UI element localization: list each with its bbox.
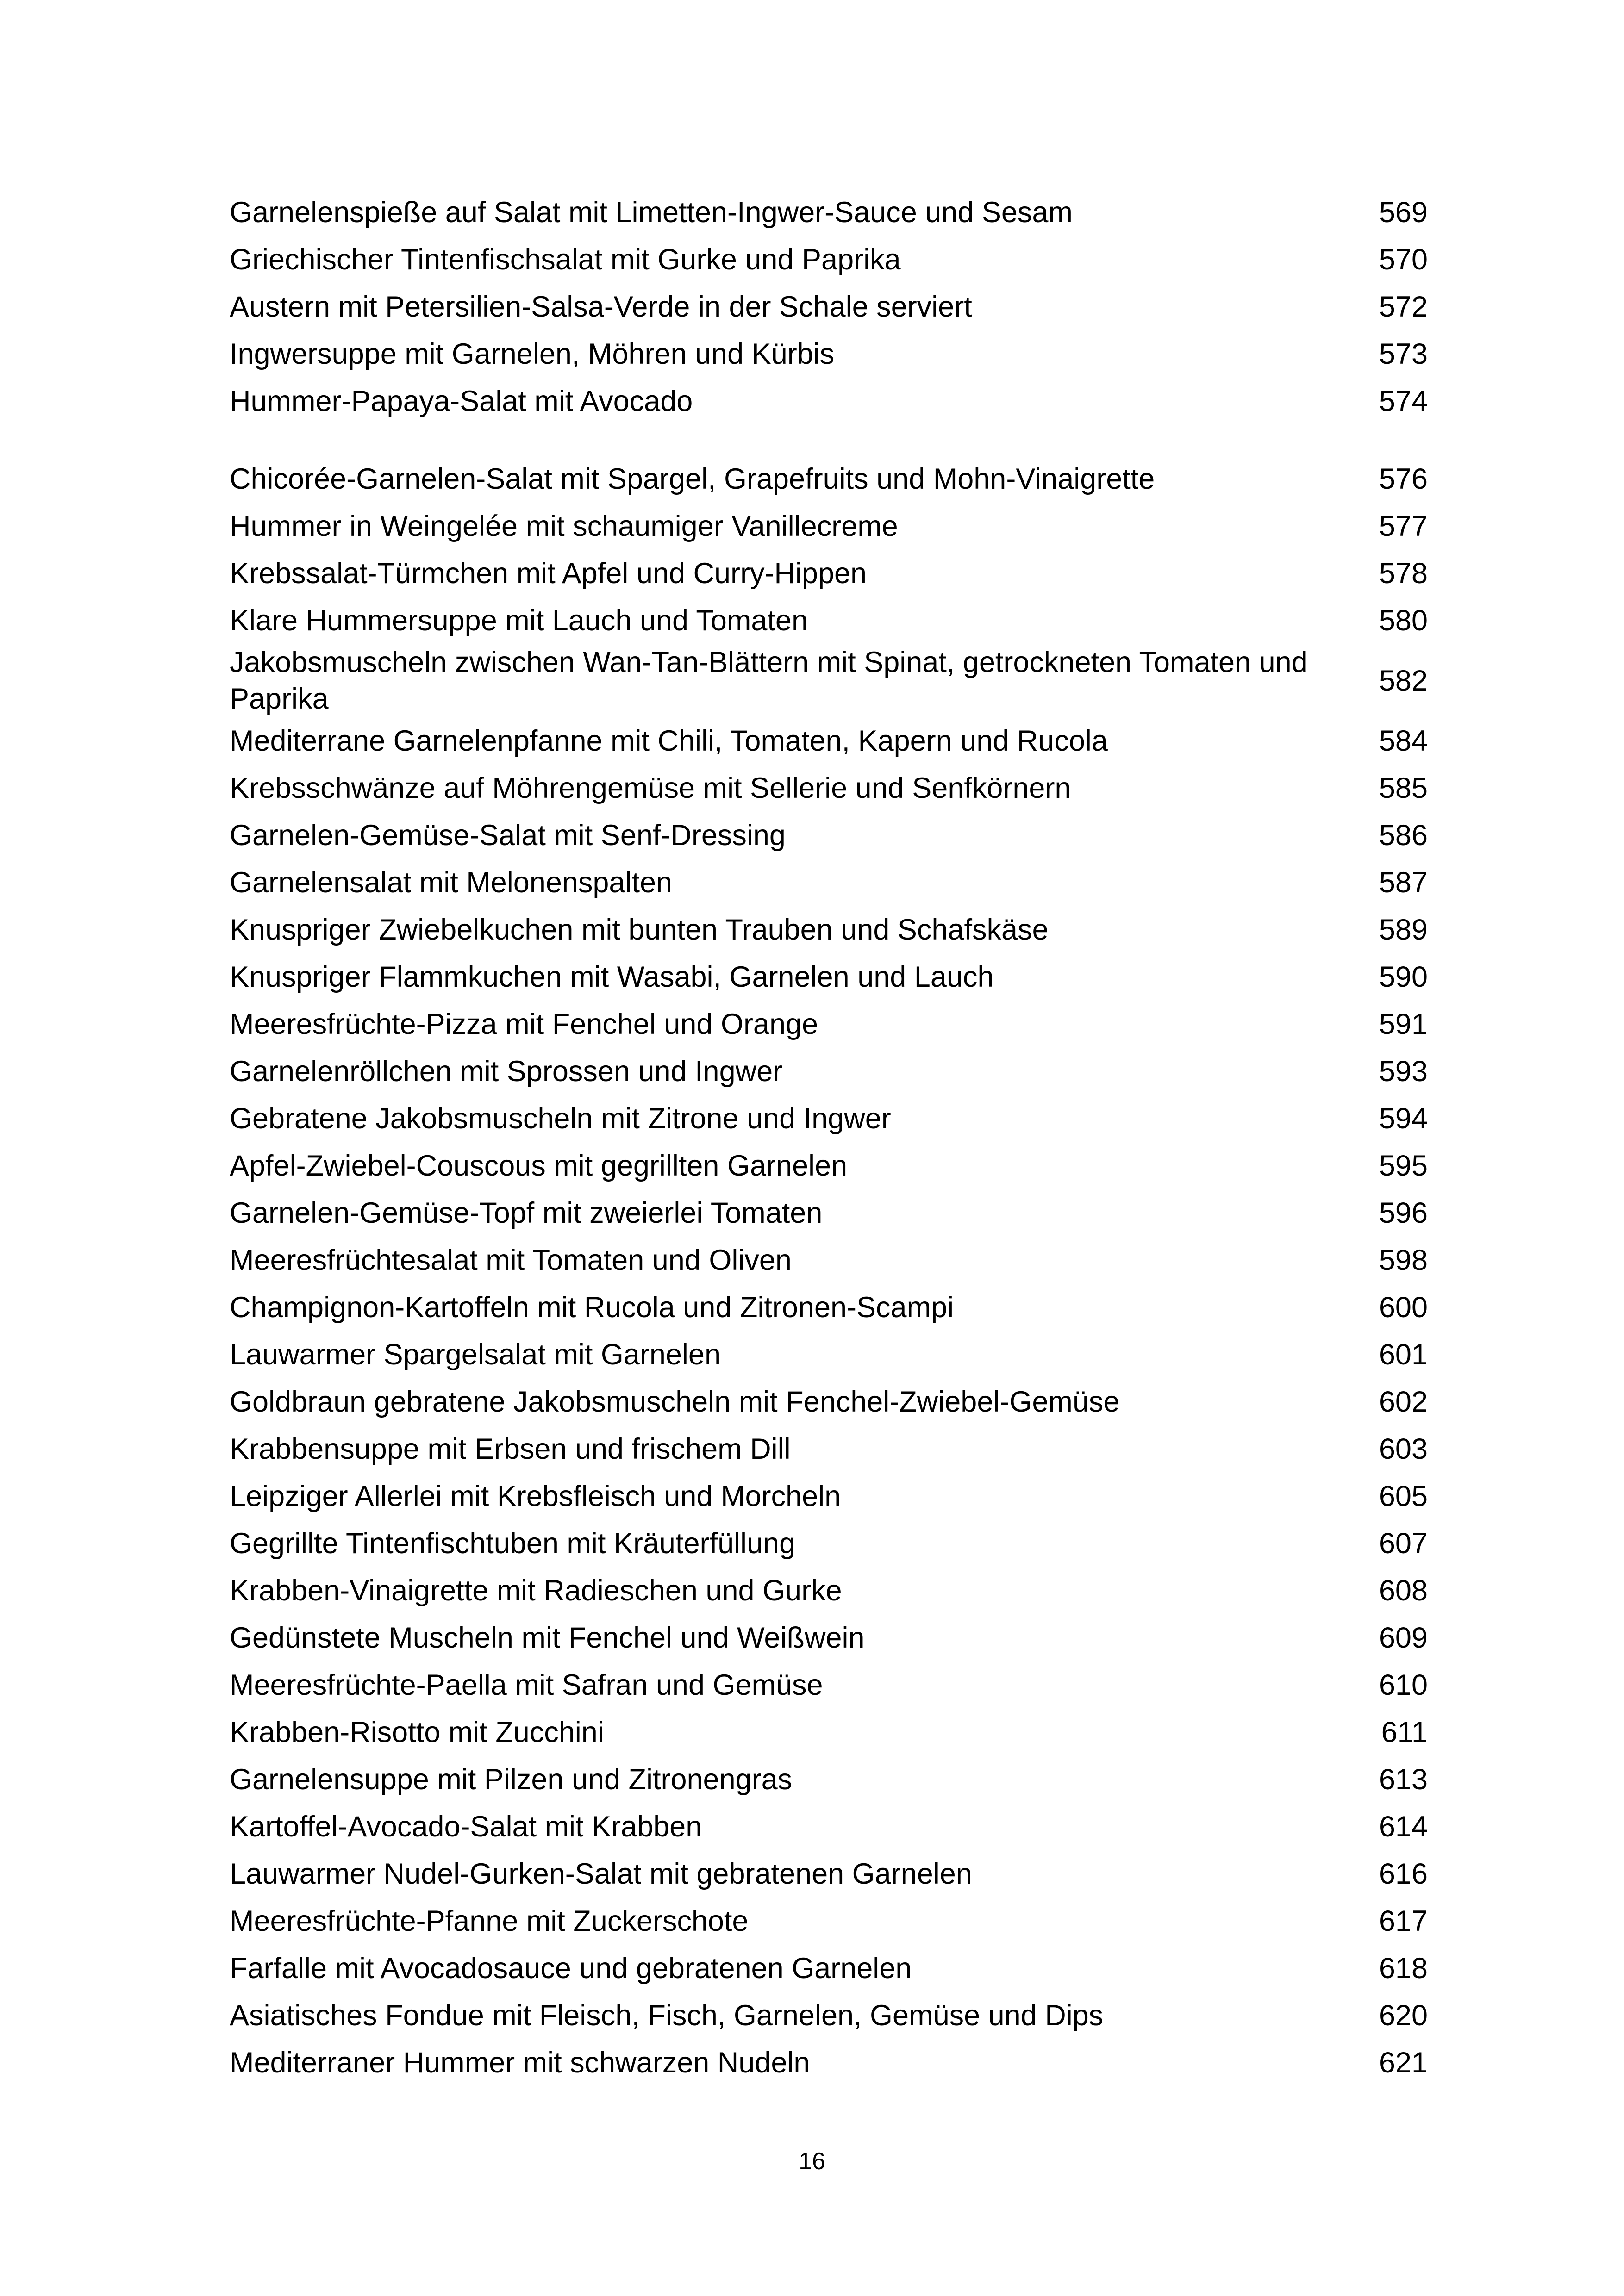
toc-entry-title: Garnelenspieße auf Salat mit Limetten-Ingwer-Sauce und Sesam <box>230 196 1073 229</box>
toc-entry-page: 611 <box>1381 1716 1428 1748</box>
toc-entry-title: Champignon-Kartoffeln mit Rucola und Zitronen-Scampi <box>230 1291 954 1324</box>
toc-entry <box>230 503 1428 550</box>
toc-entry <box>230 1284 1428 1331</box>
toc-entry-title: Lauwarmer Spargelsalat mit Garnelen <box>230 1338 721 1371</box>
toc-entry-title: Leipziger Allerlei mit Krebsfleisch und Morcheln <box>230 1480 841 1512</box>
toc-entry <box>230 378 1428 425</box>
toc-entry-title: Hummer in Weingelée mit schaumiger Vanillecreme <box>230 510 898 542</box>
toc-entry-title: Garnelen-Gemüse-Salat mit Senf-Dressing <box>230 819 786 852</box>
toc-entry-page: 605 <box>1379 1480 1428 1512</box>
toc-entry <box>230 1614 1428 1661</box>
toc-entry-title: Garnelensuppe mit Pilzen und Zitronengras <box>230 1763 793 1796</box>
toc-entry <box>230 812 1428 859</box>
toc-entry-page: 595 <box>1379 1149 1428 1182</box>
toc-entry-title: Asiatisches Fondue mit Fleisch, Fisch, Garnelen, Gemüse und Dips <box>230 1999 1104 2032</box>
toc-entry <box>230 236 1428 283</box>
toc-entry-page: 613 <box>1379 1763 1428 1796</box>
toc-entry-title: Jakobsmuscheln zwischen Wan-Tan-Blättern mit Spinat, getrockneten Tomaten und Paprika <box>230 646 1308 715</box>
toc-entry <box>230 1945 1428 1992</box>
toc-entry-title: Krabbensuppe mit Erbsen und frischem Dill <box>230 1432 791 1465</box>
toc-entry-title: Klare Hummersuppe mit Lauch und Tomaten <box>230 604 808 637</box>
toc-entry-page: 609 <box>1379 1621 1428 1654</box>
toc-entry-page: 585 <box>1379 772 1428 804</box>
toc-entry-title: Kartoffel-Avocado-Salat mit Krabben <box>230 1810 702 1843</box>
toc-entry-page: 617 <box>1379 1904 1428 1937</box>
toc-entry <box>230 1189 1428 1237</box>
toc-entry-title: Farfalle mit Avocadosauce und gebratenen Garnelen <box>230 1952 912 1985</box>
toc-entry-page: 587 <box>1379 866 1428 899</box>
toc-entry <box>230 2039 1428 2086</box>
toc-entry <box>230 283 1428 330</box>
toc-entry-page: 616 <box>1379 1857 1428 1890</box>
toc-entry-title: Krebssalat-Türmchen mit Apfel und Curry-Hippen <box>230 557 867 590</box>
toc-entry-title: Meeresfrüchte-Paella mit Safran und Gemüse <box>230 1668 823 1701</box>
toc-entry <box>230 330 1428 378</box>
toc-entry-title: Mediterrane Garnelenpfanne mit Chili, Tomaten, Kapern und Rucola <box>230 724 1108 757</box>
toc-entry-title: Griechischer Tintenfischsalat mit Gurke und Paprika <box>230 243 901 276</box>
toc-entry-title: Gegrillte Tintenfischtuben mit Kräuterfüllung <box>230 1527 796 1560</box>
toc-entry-page: 610 <box>1379 1668 1428 1701</box>
toc-entry-page: 591 <box>1379 1008 1428 1040</box>
toc-entry-page: 598 <box>1379 1244 1428 1276</box>
toc-entry <box>230 1661 1428 1709</box>
page-number: 16 <box>799 2148 825 2175</box>
toc-entry <box>230 1095 1428 1142</box>
toc-entry-title: Goldbraun gebratene Jakobsmuscheln mit Fenchel-Zwiebel-Gemüse <box>230 1385 1120 1418</box>
toc-entry-page: 578 <box>1379 557 1428 590</box>
toc-entry-page: 614 <box>1379 1810 1428 1843</box>
toc-entry-title: Krebsschwänze auf Möhrengemüse mit Sellerie und Senfkörnern <box>230 772 1071 804</box>
toc-entry <box>230 1048 1428 1095</box>
toc-entry-page: 573 <box>1379 337 1428 370</box>
toc-entry <box>230 953 1428 1001</box>
toc-entry-page: 574 <box>1379 385 1428 417</box>
toc-entry <box>230 906 1428 953</box>
toc-entry <box>230 1850 1428 1898</box>
toc-entry-title: Krabben-Risotto mit Zucchini <box>230 1716 604 1748</box>
toc-entry-page: 600 <box>1379 1291 1428 1324</box>
toc-entry-page: 580 <box>1379 604 1428 637</box>
toc-entry-page: 607 <box>1379 1527 1428 1560</box>
toc-entry <box>230 1237 1428 1284</box>
toc-entry <box>230 550 1428 597</box>
toc-entry-page: 589 <box>1379 913 1428 946</box>
toc-entry <box>230 1709 1428 1756</box>
toc-entry <box>230 455 1428 503</box>
toc-entry <box>230 597 1428 644</box>
toc-entry-page: 608 <box>1379 1574 1428 1607</box>
toc-entry <box>230 1473 1428 1520</box>
toc-entry <box>230 859 1428 906</box>
toc-entry <box>230 717 1428 765</box>
toc-entry-title: Austern mit Petersilien-Salsa-Verde in der Schale serviert <box>230 290 972 323</box>
toc-entry-page: 576 <box>1379 462 1428 495</box>
toc-entry <box>230 1378 1428 1425</box>
toc-entry-page: 569 <box>1379 196 1428 229</box>
toc-entry-page: 618 <box>1379 1952 1428 1985</box>
toc-entry-page: 584 <box>1379 724 1428 757</box>
toc-entry-title: Garnelenröllchen mit Sprossen und Ingwer <box>230 1055 783 1088</box>
toc-entry-title: Gedünstete Muscheln mit Fenchel und Weißwein <box>230 1621 865 1654</box>
table-of-contents <box>230 189 1428 2086</box>
toc-entry <box>230 1142 1428 1189</box>
toc-entry-page: 582 <box>1379 664 1428 697</box>
toc-entry <box>230 1567 1428 1614</box>
toc-entry-page: 603 <box>1379 1432 1428 1465</box>
toc-entry-page: 586 <box>1379 819 1428 852</box>
toc-entry <box>230 1756 1428 1803</box>
toc-entry-title: Mediterraner Hummer mit schwarzen Nudeln <box>230 2046 810 2079</box>
toc-entry-page: 570 <box>1379 243 1428 276</box>
toc-group <box>230 189 1428 425</box>
toc-entry <box>230 1001 1428 1048</box>
toc-entry-page: 596 <box>1379 1196 1428 1229</box>
toc-entry-page: 594 <box>1379 1102 1428 1135</box>
toc-entry-page: 620 <box>1379 1999 1428 2032</box>
toc-entry <box>230 1425 1428 1473</box>
toc-group <box>230 455 1428 2086</box>
toc-entry-title: Gebratene Jakobsmuscheln mit Zitrone und Ingwer <box>230 1102 891 1135</box>
toc-entry <box>230 189 1428 236</box>
toc-entry-title: Garnelensalat mit Melonenspalten <box>230 866 673 899</box>
toc-entry-title: Hummer-Papaya-Salat mit Avocado <box>230 385 693 417</box>
toc-entry-page: 602 <box>1379 1385 1428 1418</box>
toc-entry <box>230 1803 1428 1850</box>
toc-entry-title: Ingwersuppe mit Garnelen, Möhren und Kürbis <box>230 337 835 370</box>
toc-entry-title: Meeresfrüchtesalat mit Tomaten und Oliven <box>230 1244 792 1276</box>
toc-entry <box>230 1520 1428 1567</box>
toc-entry-title: Krabben-Vinaigrette mit Radieschen und Gurke <box>230 1574 842 1607</box>
toc-entry-title: Meeresfrüchte-Pfanne mit Zuckerschote <box>230 1904 749 1937</box>
toc-entry-title: Knuspriger Zwiebelkuchen mit bunten Trauben und Schafskäse <box>230 913 1049 946</box>
toc-entry-page: 572 <box>1379 290 1428 323</box>
toc-entry-page: 577 <box>1379 510 1428 542</box>
toc-entry-page: 590 <box>1379 960 1428 993</box>
toc-entry-title: Lauwarmer Nudel-Gurken-Salat mit gebratenen Garnelen <box>230 1857 972 1890</box>
toc-entry <box>230 644 1428 717</box>
toc-entry-title: Knuspriger Flammkuchen mit Wasabi, Garnelen und Lauch <box>230 960 994 993</box>
toc-entry <box>230 765 1428 812</box>
toc-entry-title: Chicorée-Garnelen-Salat mit Spargel, Grapefruits und Mohn-Vinaigrette <box>230 462 1155 495</box>
toc-entry-title: Meeresfrüchte-Pizza mit Fenchel und Orange <box>230 1008 818 1040</box>
toc-entry <box>230 1898 1428 1945</box>
toc-entry-page: 601 <box>1379 1338 1428 1371</box>
toc-entry <box>230 1992 1428 2039</box>
toc-entry-page: 593 <box>1379 1055 1428 1088</box>
toc-entry-title: Garnelen-Gemüse-Topf mit zweierlei Tomaten <box>230 1196 823 1229</box>
toc-entry <box>230 1331 1428 1378</box>
toc-entry-page: 621 <box>1379 2046 1428 2079</box>
toc-entry-title: Apfel-Zwiebel-Couscous mit gegrillten Garnelen <box>230 1149 848 1182</box>
